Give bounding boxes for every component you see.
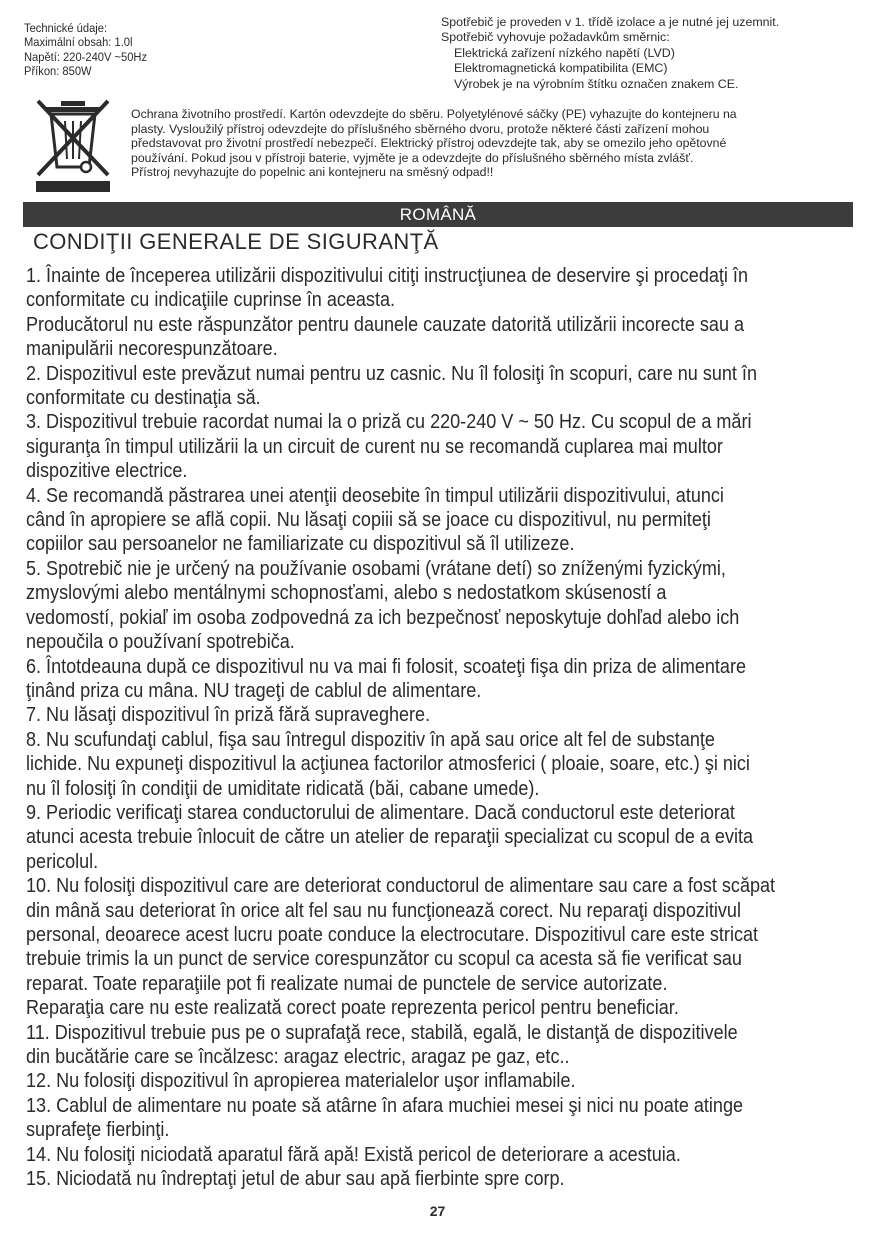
body-line: 14. Nu folosiţi niciodată aparatul fără apă! Există pericol de deteriorare a acestuia. — [26, 1142, 681, 1166]
body-line: ţinând priza cu mâna. NU trageţi de cablul de alimentare. — [26, 678, 482, 702]
compliance-line: Elektromagnetická kompatibilita (EMC) — [454, 61, 668, 76]
tech-spec-line: Příkon: 850W — [24, 63, 92, 78]
section-title: CONDIŢII GENERALE DE SIGURANŢĂ — [33, 229, 439, 254]
body-line: 5. Spotrebič nie je určený na používanie osobami (vrátane detí) so zníženými fyzickými, — [26, 556, 726, 580]
body-line: 6. Întotdeauna după ce dispozitivul nu va mai fi folosit, scoateţi fişa din priza de alimentare — [26, 654, 747, 678]
body-line: conformitate cu destinaţia să. — [26, 386, 261, 410]
tech-spec-line: Maximální obsah: 1.0l — [24, 35, 133, 50]
environment-line: Přístroj nevyhazujte do popelnic ani kontejneru na směsný odpad!! — [131, 165, 494, 180]
body-line: din mână sau deteriorat în orice alt fel sau nu funcţionează corect. Nu reparaţi dispozitivul — [26, 898, 741, 922]
compliance-line: Spotřebič je proveden v 1. třídě izolace a je nutné jej uzemnit. — [441, 15, 780, 29]
environment-notice — [131, 107, 853, 180]
body-line: 13. Cablul de alimentare nu poate să atârne în afara muchiei mesei şi nici nu poate atinge — [26, 1093, 744, 1117]
body-line: nu îl folosiţi în condiţii de umiditate ridicată (băi, cabane umede). — [26, 776, 540, 800]
body-line: personal, deoarece acest lucru poate conduce la electrocutare. Dispozitivul care este stricat — [26, 922, 759, 946]
body-line: atunci acesta trebuie înlocuit de către un atelier de reparaţii specializat cu scopul de a evita — [26, 825, 754, 849]
safety-instructions — [26, 264, 774, 1191]
environment-line: představovat pro životní prostředí nebezpečí. Elektrický přístroj odevzdejte tak, aby se omezilo jeho opětovné — [131, 136, 727, 151]
tech-spec-line: Technické údaje: — [24, 21, 108, 35]
body-line: 12. Nu folosiţi dispozitivul în apropierea materialelor uşor inflamabile. — [26, 1069, 576, 1093]
body-line: când în apropiere se află copii. Nu lăsaţi copiii să se joace cu dispozitivul, nu permiteţi — [26, 508, 711, 532]
body-line: suprafeţe fierbinţi. — [26, 1118, 170, 1142]
body-line: siguranţa în timpul utilizării la un circuit de curent nu se recomandă cuplarea mai multor — [26, 434, 723, 458]
body-line: 11. Dispozitivul trebuie pus pe o suprafaţă rece, stabilă, egală, le distanţă de dispozitivele — [26, 1020, 738, 1044]
body-line: copiilor sau persoanelor ne familiarizate cu dispozitivul să îl utilizeze. — [26, 532, 575, 556]
body-line: Reparaţia care nu este realizată corect poate reprezenta pericol pentru beneficiar. — [26, 996, 679, 1020]
body-line: 3. Dispozitivul trebuie racordat numai la o priză cu 220-240 V ~ 50 Hz. Cu scopul de a mări — [26, 410, 752, 434]
body-line: zmyslovými alebo mentálnymi schopnosťami, alebo s nedostatkom skúseností a — [26, 581, 667, 605]
compliance-notes — [441, 15, 779, 92]
language-bar: ROMÂNĂ — [23, 202, 853, 227]
body-line: lichide. Nu expuneţi dispozitivul la acţiunea factorilor atmosferici ( ploaie, soare, etc.) şi nici — [26, 752, 750, 776]
compliance-line: Elektrická zařízení nízkého napětí (LVD) — [454, 45, 675, 60]
compliance-line: Spotřebič vyhovuje požadavkům směrnic: — [441, 30, 670, 45]
body-line: 1. Înainte de începerea utilizării dispozitivului citiţi instrucţiunea de deservire şi procedaţi în — [26, 264, 748, 287]
body-line: nepoučila o používaní spotrebiča. — [26, 630, 295, 654]
body-line: 9. Periodic verificaţi starea conductorului de alimentare. Dacă conductorul este deteriorat — [26, 800, 735, 824]
body-line: reparat. Toate reparaţiile pot fi realizate numai de punctele de service autorizate. — [26, 971, 668, 995]
body-line: dispozitive electrice. — [26, 459, 188, 483]
body-line: vedomostí, pokiaľ im osoba zodpovedná za ich bezpečnosť neposkytuje dohľad alebo ich — [26, 605, 740, 629]
body-line: Producătorul nu este răspunzător pentru daunele cauzate datorită utilizării incorecte sau a — [26, 312, 745, 336]
environment-line: plasty. Vysloužilý přístroj odevzdejte do příslušného sběrného dvoru, protože některé části zařízení mohou — [131, 121, 710, 136]
tech-spec-line: Napětí: 220-240V ~50Hz — [24, 49, 148, 64]
body-line: manipulării necorespunzătoare. — [26, 337, 278, 361]
body-line: din bucătărie care se încălzesc: aragaz electric, aragaz pe gaz, etc.. — [26, 1045, 570, 1068]
compliance-line: Výrobek je na výrobním štítku označen znakem CE. — [454, 76, 739, 91]
body-line: trebuie trimis la un punct de service corespunzător cu scopul ca acesta să fie verificat sau — [26, 947, 742, 971]
body-line: 2. Dispozitivul este prevăzut numai pentru uz casnic. Nu îl folosiţi în scopuri, care nu sunt în — [26, 361, 757, 385]
body-line: 7. Nu lăsaţi dispozitivul în priză fără supraveghere. — [26, 703, 431, 727]
body-line: 10. Nu folosiţi dispozitivul care are deteriorat conductorul de alimentare sau care a fost scăpat — [26, 874, 776, 898]
body-line: conformitate cu indicaţiile cuprinse în aceasta. — [26, 288, 396, 312]
environment-line: Ochrana životního prostředí. Kartón odevzdejte do sběru. Polyetylénové sáčky (PE) vyhazujte do kontejneru na — [131, 107, 737, 121]
body-line: pericolul. — [26, 849, 99, 873]
body-line: 15. Niciodată nu îndreptaţi jetul de abur sau apă fierbinte spre corp. — [26, 1167, 565, 1191]
technical-specs — [24, 21, 147, 78]
body-line: 8. Nu scufundaţi cablul, fişa sau întregul dispozitiv în apă sau orice alt fel de substanţe — [26, 727, 715, 751]
page-number: 27 — [429, 1203, 446, 1219]
body-line: 4. Se recomandă păstrarea unei atenţii deosebite în timpul utilizării dispozitivului, atunci — [26, 483, 724, 507]
crossed-bin-icon — [34, 97, 112, 193]
environment-line: používání. Pokud jsou v přístroji baterie, vyjměte je a odevzdejte do příslušného sběrného místa zvlášť. — [131, 150, 694, 165]
